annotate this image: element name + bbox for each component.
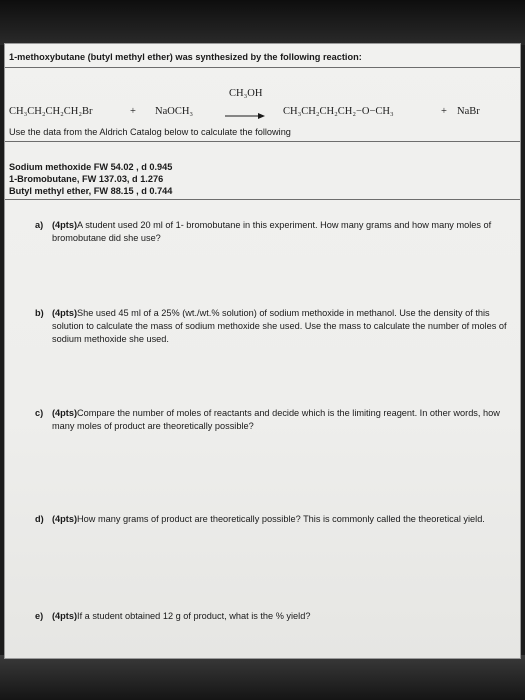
reactant-sodium-methoxide: NaOCH₃ <box>155 106 194 117</box>
question-b-letter: b) <box>35 308 44 318</box>
question-c-letter: c) <box>35 408 44 418</box>
question-a-points: (4pts) <box>52 220 78 230</box>
question-a <box>35 219 513 249</box>
question-a-text: A student used 20 ml of 1- bromobutane in this experiment. How many grams and how many moles of bromobutane did she use? <box>52 220 492 243</box>
question-d-letter: d) <box>35 514 44 524</box>
question-d-text: How many grams of product are theoretically possible? This is commonly called the theoretical yield. <box>77 514 485 524</box>
question-c-text: Compare the number of moles of reactants and decide which is the limiting reagent. In other words, how many moles of product are theoretically possible? <box>52 408 500 431</box>
product-sodium-bromide: NaBr <box>457 106 480 117</box>
catalog-bromobutane: 1-Bromobutane, FW 137.03, d 1.276 <box>9 174 164 184</box>
instruction-text: Use the data from the Aldrich Catalog below to calculate the following <box>9 127 291 137</box>
reaction-solvent: CH₃OH <box>229 88 263 99</box>
reaction-arrow-icon <box>225 112 265 120</box>
instruction-divider <box>5 141 520 142</box>
background-bottom <box>0 655 525 700</box>
question-e-text: If a student obtained 12 g of product, what is the % yield? <box>77 611 311 621</box>
question-d <box>35 513 513 543</box>
product-butyl-methyl-ether: CH₃CH₂CH₂CH₂−O−CH₃ <box>283 106 394 117</box>
catalog-sodium-methoxide: Sodium methoxide FW 54.02 , d 0.945 <box>9 162 173 172</box>
question-d-points: (4pts) <box>52 514 78 524</box>
question-c-points: (4pts) <box>52 408 78 418</box>
question-b-points: (4pts) <box>52 308 78 318</box>
reactant-bromobutane: CH₃CH₂CH₂CH₂Br <box>9 106 93 117</box>
question-c <box>35 407 513 437</box>
worksheet-title: 1-methoxybutane (butyl methyl ether) was synthesized by the following reaction: <box>9 52 362 62</box>
background-top <box>0 0 525 45</box>
catalog-divider <box>5 199 520 200</box>
question-e-letter: e) <box>35 611 44 621</box>
question-b-text: She used 45 ml of a 25% (wt./wt.% solution) of sodium methoxide in methanol. Use the density of this solution to calculate the mass of sodium methoxide she used. Use the mass to calculate the number of moles of sodium methoxide she used. <box>52 308 507 344</box>
catalog-butyl-methyl-ether: Butyl methyl ether, FW 88.15 , d 0.744 <box>9 186 173 196</box>
title-divider <box>5 67 520 68</box>
question-b <box>35 307 513 351</box>
question-e <box>35 610 513 626</box>
worksheet-page <box>4 43 521 659</box>
reaction-plus-2: + <box>441 106 447 117</box>
question-e-points: (4pts) <box>52 611 78 621</box>
reaction-plus-1: + <box>130 106 136 117</box>
question-a-letter: a) <box>35 220 44 230</box>
